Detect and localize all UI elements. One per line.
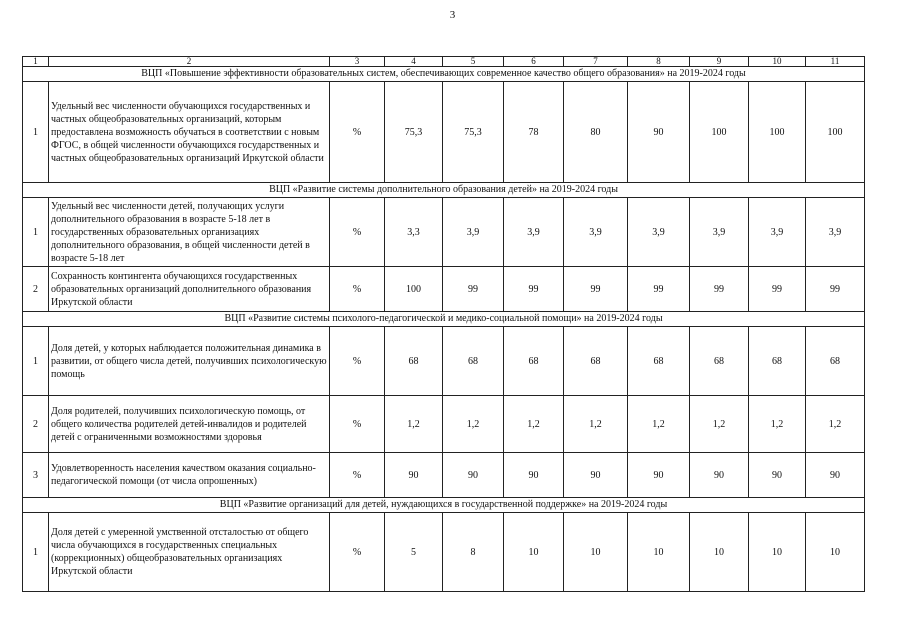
unit-cell: % [330,396,385,453]
value-cell: 68 [443,327,504,396]
row-number: 1 [23,198,49,267]
section-title: ВЦП «Развитие системы дополнительного образования детей» на 2019-2024 годы [23,183,865,198]
table-row [23,453,865,498]
section-header [23,312,865,327]
value-cell: 80 [564,82,628,183]
value-cell: 10 [564,513,628,592]
value-cell: 100 [385,267,443,312]
value-cell: 99 [690,267,749,312]
unit-cell: % [330,327,385,396]
unit-cell: % [330,267,385,312]
value-cell: 100 [749,82,806,183]
indicator-description: Удельный вес численности обучающихся государственных и частных общеобразовательных организаций, которым предоставлена возможность обучаться в соответствии с новым ФГОС, в общей численности обучающихся государственных и частных общеобразовательных организаций Иркутской области [49,82,330,183]
unit-cell: % [330,82,385,183]
value-cell: 68 [690,327,749,396]
value-cell: 99 [504,267,564,312]
value-cell: 90 [385,453,443,498]
section-header [23,67,865,82]
column-number: 7 [564,57,628,67]
section-title: ВЦП «Повышение эффективности образовательных систем, обеспечивающих современное качество общего образования» на 2019-2024 годы [23,67,865,82]
value-cell: 1,2 [564,396,628,453]
value-cell: 90 [564,453,628,498]
column-number: 6 [504,57,564,67]
value-cell: 68 [564,327,628,396]
unit-cell: % [330,198,385,267]
column-number: 5 [443,57,504,67]
value-cell: 78 [504,82,564,183]
value-cell: 99 [806,267,865,312]
indicator-description: Доля детей с умеренной умственной отсталостью от общего числа обучающихся в государственных специальных (коррекционных) общеобразовательных организациях Иркутской области [49,513,330,592]
section-header [23,498,865,513]
value-cell: 68 [385,327,443,396]
row-number: 3 [23,453,49,498]
value-cell: 10 [628,513,690,592]
value-cell: 100 [806,82,865,183]
value-cell: 1,2 [504,396,564,453]
unit-cell: % [330,453,385,498]
indicator-description: Удельный вес численности детей, получающих услуги дополнительного образования в возрасте 5-18 лет в государственных образовательных организациях дополнительного образования, в общей численности детей в возрасте 5-18 лет [49,198,330,267]
column-number: 4 [385,57,443,67]
value-cell: 8 [443,513,504,592]
value-cell: 1,2 [806,396,865,453]
indicator-description: Доля детей, у которых наблюдается положительная динамика в развитии, от общего числа детей, получивших психологическую помощь [49,327,330,396]
value-cell: 10 [749,513,806,592]
value-cell: 3,9 [628,198,690,267]
value-cell: 5 [385,513,443,592]
value-cell: 99 [628,267,690,312]
column-number: 11 [806,57,865,67]
table-row [23,267,865,312]
table-row [23,198,865,267]
indicator-description: Доля родителей, получивших психологическую помощь, от общего количества родителей детей-инвалидов и родителей детей с ограниченными возможностями здоровья [49,396,330,453]
table-row [23,82,865,183]
value-cell: 68 [628,327,690,396]
column-number: 10 [749,57,806,67]
value-cell: 90 [504,453,564,498]
row-number: 2 [23,267,49,312]
value-cell: 90 [628,453,690,498]
indicators-table [22,56,865,592]
value-cell: 3,9 [690,198,749,267]
unit-cell: % [330,513,385,592]
column-number: 2 [49,57,330,67]
value-cell: 68 [806,327,865,396]
value-cell: 3,9 [443,198,504,267]
table-row [23,396,865,453]
value-cell: 3,9 [806,198,865,267]
section-title: ВЦП «Развитие системы психолого-педагогической и медико-социальной помощи» на 2019-2024 годы [23,312,865,327]
value-cell: 1,2 [443,396,504,453]
value-cell: 3,9 [749,198,806,267]
table-row [23,327,865,396]
value-cell: 1,2 [385,396,443,453]
value-cell: 90 [690,453,749,498]
column-number: 9 [690,57,749,67]
section-header [23,183,865,198]
value-cell: 3,9 [564,198,628,267]
table-row [23,513,865,592]
page-number: 3 [449,9,456,21]
indicator-description: Удовлетворенность населения качеством оказания социально-педагогической помощи (от числа опрошенных) [49,453,330,498]
value-cell: 1,2 [749,396,806,453]
value-cell: 100 [690,82,749,183]
value-cell: 99 [749,267,806,312]
row-number: 1 [23,327,49,396]
value-cell: 10 [504,513,564,592]
value-cell: 10 [806,513,865,592]
value-cell: 90 [443,453,504,498]
indicator-description: Сохранность контингента обучающихся государственных образовательных организаций дополнительного образования Иркутской области [49,267,330,312]
value-cell: 99 [564,267,628,312]
value-cell: 68 [504,327,564,396]
column-number-row [23,57,865,67]
value-cell: 90 [806,453,865,498]
value-cell: 75,3 [443,82,504,183]
value-cell: 10 [690,513,749,592]
row-number: 1 [23,513,49,592]
value-cell: 68 [749,327,806,396]
value-cell: 1,2 [628,396,690,453]
value-cell: 3,9 [504,198,564,267]
column-number: 1 [23,57,49,67]
column-number: 8 [628,57,690,67]
section-title: ВЦП «Развитие организаций для детей, нуждающихся в государственной поддержке» на 2019-2024 годы [23,498,865,513]
value-cell: 75,3 [385,82,443,183]
row-number: 2 [23,396,49,453]
value-cell: 90 [628,82,690,183]
column-number: 3 [330,57,385,67]
value-cell: 3,3 [385,198,443,267]
value-cell: 90 [749,453,806,498]
row-number: 1 [23,82,49,183]
value-cell: 1,2 [690,396,749,453]
value-cell: 99 [443,267,504,312]
